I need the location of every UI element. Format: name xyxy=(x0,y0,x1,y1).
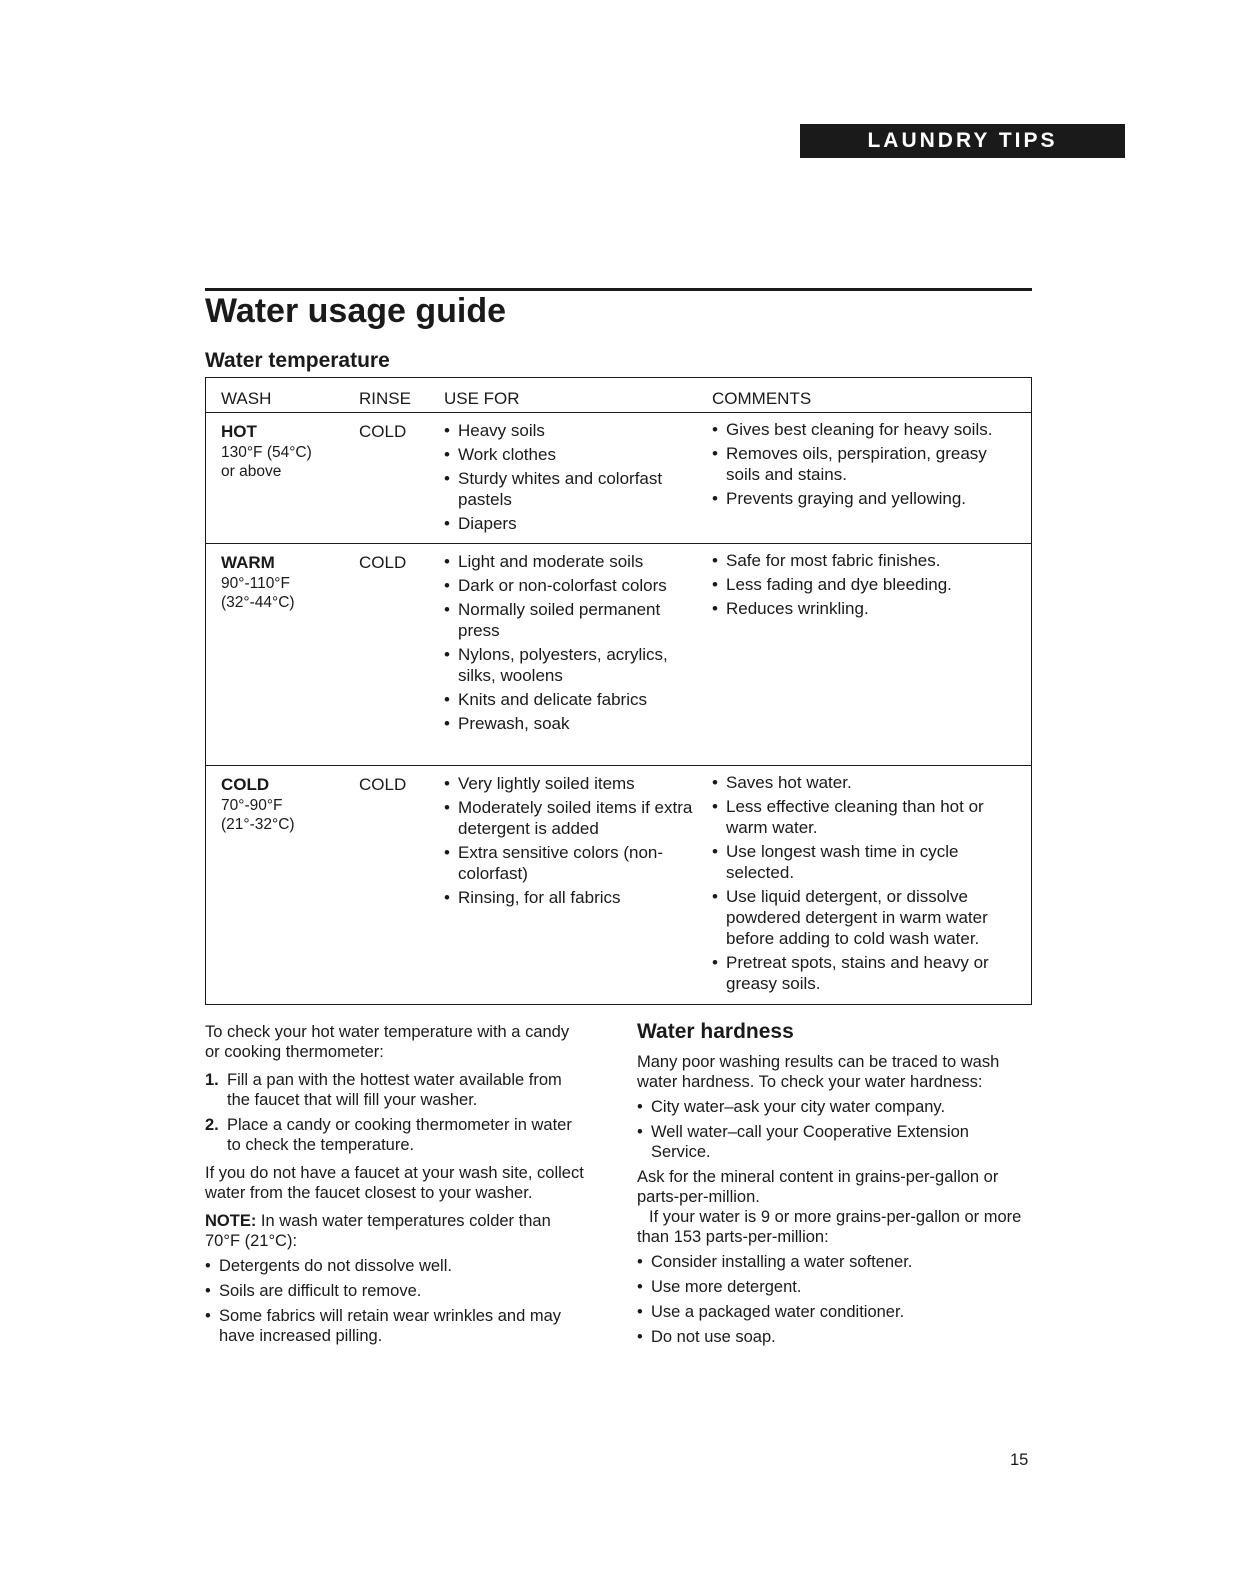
note-label: NOTE: xyxy=(205,1212,257,1230)
step-number: 1. xyxy=(205,1071,219,1089)
wash-temp: 90°-110°F xyxy=(221,575,290,592)
use-for-item: • Normally soiled permanent press xyxy=(444,599,699,641)
comment-item: • Saves hot water. xyxy=(712,772,1022,793)
comment-item: • Gives best cleaning for heavy soils. xyxy=(712,419,1022,440)
wash-name: HOT xyxy=(221,422,257,441)
hardness-tip: • Use a packaged water conditioner. xyxy=(637,1302,1032,1322)
comments-list xyxy=(712,550,1022,622)
comment-item: • Use longest wash time in cycle selected. xyxy=(712,841,1022,883)
rinse-cell: COLD xyxy=(359,422,407,441)
table-row-hot xyxy=(206,413,1031,543)
rinse-cell: COLD xyxy=(359,775,407,794)
note-bullets xyxy=(205,1256,587,1346)
note-text: In wash water temperatures colder than 70°F (21°C): xyxy=(205,1212,551,1250)
note-bullet: • Some fabrics will retain wear wrinkles and may have increased pilling. xyxy=(205,1306,587,1346)
header-comments: COMMENTS xyxy=(712,389,812,408)
title-rule xyxy=(205,288,1032,291)
comment-item: • Less fading and dye bleeding. xyxy=(712,574,1022,595)
hardness-tip: • Use more detergent. xyxy=(637,1277,1032,1297)
comment-item: • Less effective cleaning than hot or warm water. xyxy=(712,796,1022,838)
use-for-list xyxy=(444,420,699,537)
comment-item: • Use liquid detergent, or dissolve powdered detergent in warm water before adding to cold wash water. xyxy=(712,886,1022,949)
hardness-check-item: • Well water–call your Cooperative Extension Service. xyxy=(637,1122,1032,1162)
wash-temp: or above xyxy=(221,463,282,480)
use-for-item: • Heavy soils xyxy=(444,420,699,441)
page-number: 15 xyxy=(1010,1451,1029,1469)
use-for-item: • Nylons, polyesters, acrylics, silks, woolens xyxy=(444,644,699,686)
wash-cell xyxy=(221,774,295,834)
note-bullet: • Soils are difficult to remove. xyxy=(205,1281,587,1301)
check-temp-steps xyxy=(205,1070,587,1155)
note xyxy=(205,1211,587,1251)
comment-item: • Prevents graying and yellowing. xyxy=(712,488,1022,509)
table-row-warm xyxy=(206,543,1031,765)
comment-item: • Removes oils, perspiration, greasy soils and stains. xyxy=(712,443,1022,485)
step-text: Fill a pan with the hottest water available from the faucet that will fill your washer. xyxy=(227,1071,562,1109)
wash-name: COLD xyxy=(221,775,270,794)
comments-list xyxy=(712,419,1022,512)
rinse-cell: COLD xyxy=(359,553,407,572)
header-wash: WASH xyxy=(221,389,272,408)
step-text: Place a candy or cooking thermometer in water to check the temperature. xyxy=(227,1116,572,1154)
step-item xyxy=(205,1070,587,1110)
check-temperature-section xyxy=(205,1022,587,1351)
table-header xyxy=(206,378,1031,413)
use-for-list xyxy=(444,551,699,737)
use-for-item: • Work clothes xyxy=(444,444,699,465)
hardness-title: Water hardness xyxy=(637,1020,794,1043)
use-for-item: • Dark or non-colorfast colors xyxy=(444,575,699,596)
no-faucet-text: If you do not have a faucet at your wash site, collect water from the faucet closest to your washer. xyxy=(205,1164,584,1202)
wash-name: WARM xyxy=(221,553,275,572)
use-for-item: • Moderately soiled items if extra detergent is added xyxy=(444,797,699,839)
wash-cell xyxy=(221,421,312,481)
hardness-tips-list xyxy=(637,1252,1032,1347)
use-for-item: • Very lightly soiled items xyxy=(444,773,699,794)
use-for-item: • Prewash, soak xyxy=(444,713,699,734)
step-item xyxy=(205,1115,587,1155)
hardness-check-list xyxy=(637,1097,1032,1162)
use-for-item: • Extra sensitive colors (non-colorfast) xyxy=(444,842,699,884)
hardness-check-item: • City water–ask your city water company. xyxy=(637,1097,1032,1117)
use-for-item: • Knits and delicate fabrics xyxy=(444,689,699,710)
wash-cell xyxy=(221,552,295,612)
comment-item: • Safe for most fabric finishes. xyxy=(712,550,1022,571)
check-temp-intro: To check your hot water temperature with a candy or cooking thermometer: xyxy=(205,1023,570,1061)
wash-temp: (21°-32°C) xyxy=(221,816,295,833)
comment-item: • Pretreat spots, stains and heavy or greasy soils. xyxy=(712,952,1022,994)
use-for-item: • Diapers xyxy=(444,513,699,534)
header-use-for: USE FOR xyxy=(444,389,520,408)
hardness-threshold-text: If your water is 9 or more grains-per-gallon or more than 153 parts-per-million: xyxy=(637,1208,1022,1246)
note-bullet: • Detergents do not dissolve well. xyxy=(205,1256,587,1276)
comments-list xyxy=(712,772,1022,997)
use-for-item: • Sturdy whites and colorfast pastels xyxy=(444,468,699,510)
page-title: Water usage guide xyxy=(205,292,507,330)
use-for-item: • Light and moderate soils xyxy=(444,551,699,572)
header-rinse: RINSE xyxy=(359,389,411,408)
use-for-item: • Rinsing, for all fabrics xyxy=(444,887,699,908)
hardness-tip: • Consider installing a water softener. xyxy=(637,1252,1032,1272)
water-temperature-table xyxy=(205,377,1032,1005)
use-for-list xyxy=(444,773,699,911)
table-title: Water temperature xyxy=(205,349,390,372)
wash-temp: (32°-44°C) xyxy=(221,594,295,611)
hardness-tip: • Do not use soap. xyxy=(637,1327,1032,1347)
table-row-cold xyxy=(206,765,1031,1004)
comment-item: • Reduces wrinkling. xyxy=(712,598,1022,619)
wash-temp: 130°F (54°C) xyxy=(221,444,312,461)
hardness-intro: Many poor washing results can be traced to wash water hardness. To check your water hardness: xyxy=(637,1053,1000,1091)
wash-temp: 70°-90°F xyxy=(221,797,283,814)
step-number: 2. xyxy=(205,1116,219,1134)
section-banner: LAUNDRY TIPS xyxy=(800,124,1125,158)
water-hardness-section xyxy=(637,1019,1032,1352)
mineral-content-text: Ask for the mineral content in grains-per-gallon or parts-per-million. xyxy=(637,1168,999,1206)
